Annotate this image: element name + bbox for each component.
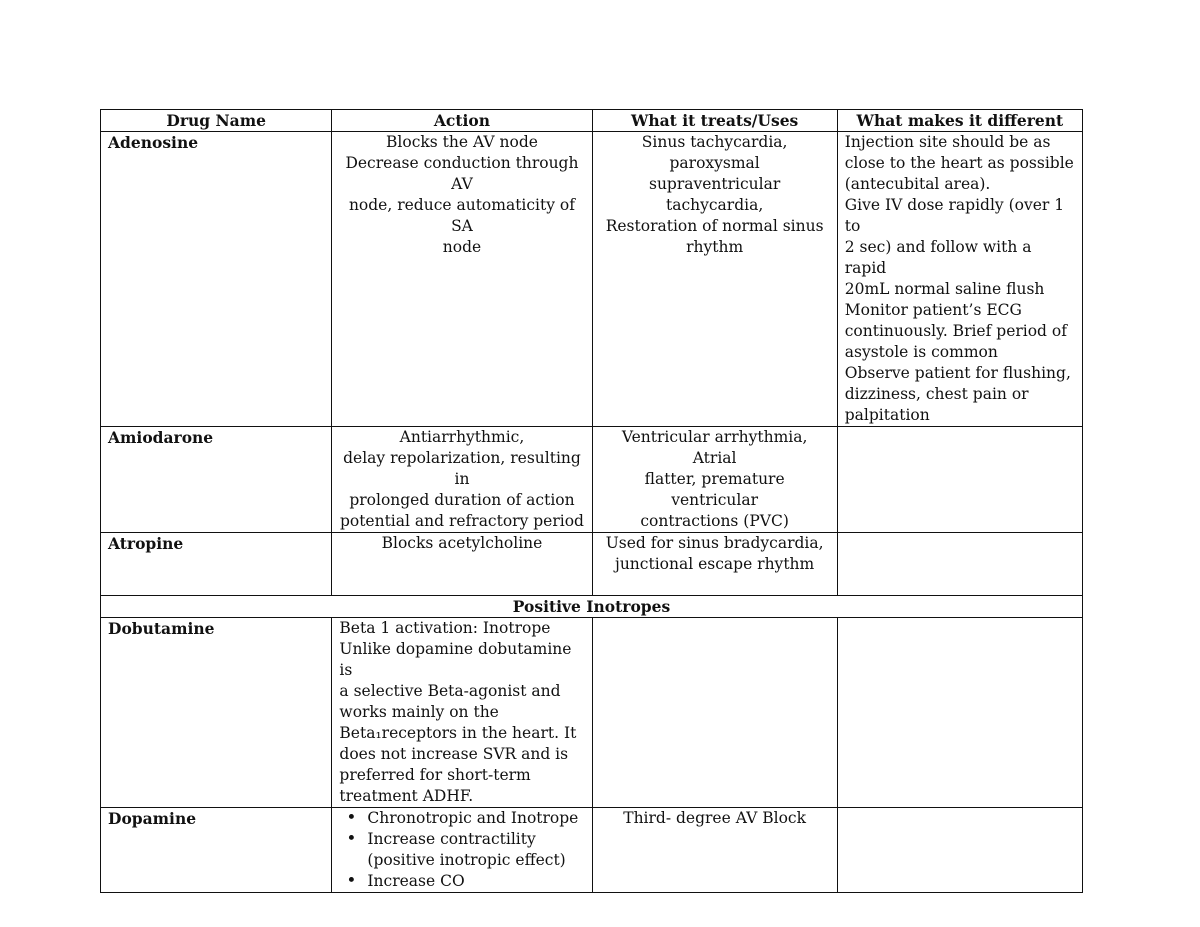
bullet-item: • Chronotropic and Inotrope: [367, 808, 584, 829]
uses-cell: [592, 618, 837, 808]
uses-cell: Third- degree AV Block: [592, 808, 837, 893]
different-cell: [837, 427, 1082, 533]
header-uses: What it treats/Uses: [592, 110, 837, 132]
different-cell: Injection site should be as close to the heart as possible (antecubital area). Give IV dose rapidly (over 1 to 2 sec) and follow with a rapid 20mL normal saline flush Monitor patient’s ECG continuously. Brief period of asystole is common Observe patient for flushing, dizziness, chest pain or palpitation: [837, 132, 1082, 427]
drug-name-cell: Amiodarone: [101, 427, 332, 533]
header-different: What makes it different: [837, 110, 1082, 132]
header-drug-name: Drug Name: [101, 110, 332, 132]
action-cell: Blocks acetylcholine: [332, 533, 592, 596]
header-row: [101, 110, 1083, 132]
section-title: Positive Inotropes: [101, 596, 1083, 618]
drug-table: [100, 109, 1083, 893]
different-cell: [837, 808, 1082, 893]
drug-name-cell: Dobutamine: [101, 618, 332, 808]
uses-cell: Used for sinus bradycardia, junctional escape rhythm: [592, 533, 837, 596]
drug-name-cell: Adenosine: [101, 132, 332, 427]
action-cell: [332, 808, 592, 893]
table-row: [101, 618, 1083, 808]
bullet-item: • Increase contractility (positive inotropic effect): [367, 829, 584, 871]
uses-cell: Ventricular arrhythmia, Atrial flatter, premature ventricular contractions (PVC): [592, 427, 837, 533]
uses-cell: Sinus tachycardia, paroxysmal supraventricular tachycardia, Restoration of normal sinus rhythm: [592, 132, 837, 427]
header-action: Action: [332, 110, 592, 132]
different-cell: [837, 533, 1082, 596]
different-cell: [837, 618, 1082, 808]
table-row: [101, 808, 1083, 893]
table-row: [101, 533, 1083, 596]
drug-name-cell: Atropine: [101, 533, 332, 596]
action-cell: Beta 1 activation: Inotrope Unlike dopamine dobutamine is a selective Beta-agonist and works mainly on the Beta₁receptors in the heart. It does not increase SVR and is preferred for short-term treatment ADHF.: [332, 618, 592, 808]
action-cell: Blocks the AV node Decrease conduction through AV node, reduce automaticity of SA node: [332, 132, 592, 427]
bullet-item: • Increase CO: [367, 871, 584, 892]
action-bullet-list: [339, 808, 584, 892]
drug-name-cell: Dopamine: [101, 808, 332, 893]
action-cell: Antiarrhythmic, delay repolarization, resulting in prolonged duration of action potential and refractory period: [332, 427, 592, 533]
section-row: [101, 596, 1083, 618]
table-row: [101, 132, 1083, 427]
table-row: [101, 427, 1083, 533]
